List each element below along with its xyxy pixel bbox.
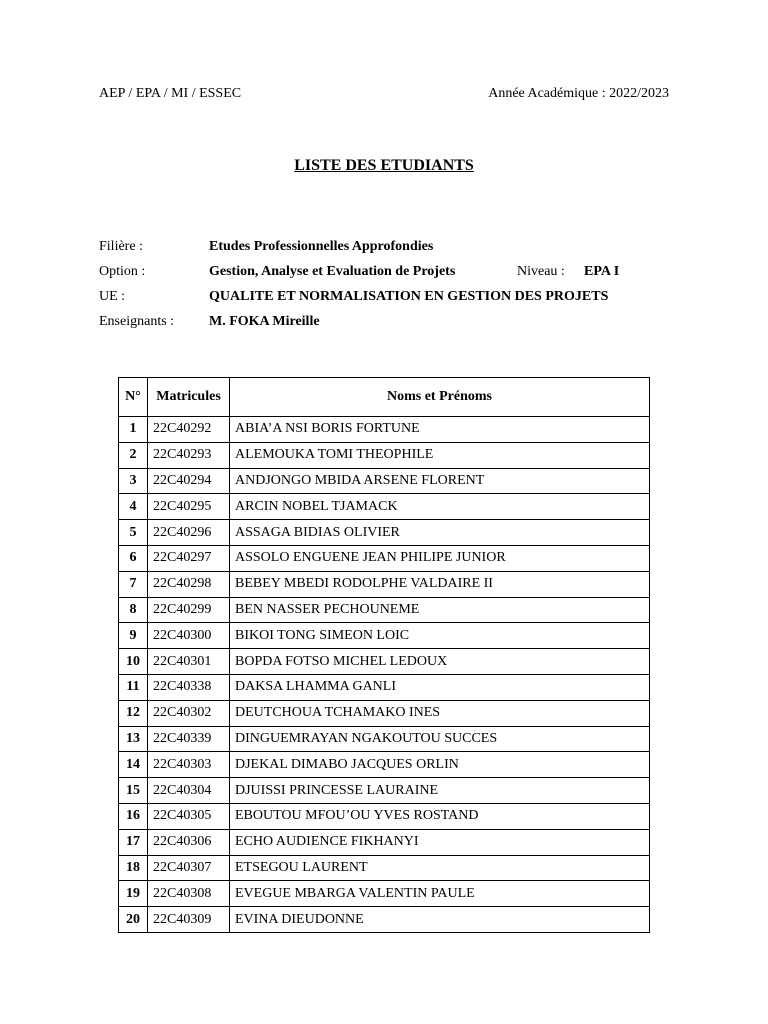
header-number: N° (119, 378, 148, 417)
row-name: ABIA’A NSI BORIS FORTUNE (230, 417, 650, 443)
row-name: BOPDA FOTSO MICHEL LEDOUX (230, 649, 650, 675)
academic-year: Année Académique : 2022/2023 (488, 86, 669, 101)
row-name: BEN NASSER PECHOUNEME (230, 597, 650, 623)
row-number: 12 (119, 700, 148, 726)
filiere-value: Etudes Professionnelles Approfondies (209, 239, 434, 254)
row-matricule: 22C40308 (148, 881, 230, 907)
table-row (119, 726, 650, 752)
table-row (119, 778, 650, 804)
row-number: 11 (119, 674, 148, 700)
ue-label: UE : (99, 289, 126, 304)
row-name: EVEGUE MBARGA VALENTIN PAULE (230, 881, 650, 907)
row-matricule: 22C40294 (148, 468, 230, 494)
page-title: LISTE DES ETUDIANTS (294, 157, 474, 174)
row-name: ETSEGOU LAURENT (230, 855, 650, 881)
students-table (118, 377, 650, 933)
row-matricule: 22C40301 (148, 649, 230, 675)
table-row (119, 494, 650, 520)
row-number: 9 (119, 623, 148, 649)
table-row (119, 752, 650, 778)
row-matricule: 22C40300 (148, 623, 230, 649)
ue-value: QUALITE ET NORMALISATION EN GESTION DES PROJETS (209, 289, 609, 304)
row-matricule: 22C40309 (148, 907, 230, 933)
row-name: ASSOLO ENGUENE JEAN PHILIPE JUNIOR (230, 545, 650, 571)
row-name: ALEMOUKA TOMI THEOPHILE (230, 442, 650, 468)
enseignants-label: Enseignants : (99, 314, 175, 329)
row-name: DEUTCHOUA TCHAMAKO INES (230, 700, 650, 726)
option-label: Option : (99, 264, 146, 279)
row-matricule: 22C40299 (148, 597, 230, 623)
row-number: 2 (119, 442, 148, 468)
table-row (119, 520, 650, 546)
row-matricule: 22C40296 (148, 520, 230, 546)
table-header-row (119, 378, 650, 417)
row-number: 1 (119, 417, 148, 443)
row-matricule: 22C40338 (148, 674, 230, 700)
students-table-body (119, 417, 650, 933)
row-number: 20 (119, 907, 148, 933)
row-number: 14 (119, 752, 148, 778)
table-row (119, 855, 650, 881)
row-name: EVINA DIEUDONNE (230, 907, 650, 933)
row-matricule: 22C40305 (148, 803, 230, 829)
row-name: DINGUEMRAYAN NGAKOUTOU SUCCES (230, 726, 650, 752)
row-number: 6 (119, 545, 148, 571)
row-matricule: 22C40307 (148, 855, 230, 881)
enseignants-value: M. FOKA Mireille (209, 314, 320, 329)
row-number: 16 (119, 803, 148, 829)
table-row (119, 597, 650, 623)
table-row (119, 417, 650, 443)
table-row (119, 674, 650, 700)
table-row (119, 468, 650, 494)
niveau-label: Niveau : (517, 264, 565, 279)
row-name: ECHO AUDIENCE FIKHANYI (230, 829, 650, 855)
niveau-value: EPA I (584, 264, 620, 279)
row-matricule: 22C40304 (148, 778, 230, 804)
table-row (119, 881, 650, 907)
header-matricule: Matricules (148, 378, 230, 417)
row-name: ANDJONGO MBIDA ARSENE FLORENT (230, 468, 650, 494)
table-row (119, 829, 650, 855)
row-number: 10 (119, 649, 148, 675)
option-value: Gestion, Analyse et Evaluation de Projets (209, 264, 456, 279)
row-number: 7 (119, 571, 148, 597)
table-row (119, 545, 650, 571)
row-name: DAKSA LHAMMA GANLI (230, 674, 650, 700)
row-name: DJUISSI PRINCESSE LAURAINE (230, 778, 650, 804)
row-number: 19 (119, 881, 148, 907)
table-row (119, 623, 650, 649)
row-name: BEBEY MBEDI RODOLPHE VALDAIRE II (230, 571, 650, 597)
row-number: 15 (119, 778, 148, 804)
row-number: 8 (119, 597, 148, 623)
row-number: 3 (119, 468, 148, 494)
row-number: 18 (119, 855, 148, 881)
table-row (119, 571, 650, 597)
row-matricule: 22C40306 (148, 829, 230, 855)
institution-header: AEP / EPA / MI / ESSEC (99, 86, 242, 101)
table-row (119, 649, 650, 675)
row-number: 13 (119, 726, 148, 752)
table-row (119, 442, 650, 468)
row-matricule: 22C40303 (148, 752, 230, 778)
row-number: 5 (119, 520, 148, 546)
row-number: 17 (119, 829, 148, 855)
row-number: 4 (119, 494, 148, 520)
row-matricule: 22C40292 (148, 417, 230, 443)
row-matricule: 22C40295 (148, 494, 230, 520)
row-name: BIKOI TONG SIMEON LOIC (230, 623, 650, 649)
row-matricule: 22C40339 (148, 726, 230, 752)
row-name: DJEKAL DIMABO JACQUES ORLIN (230, 752, 650, 778)
header-name: Noms et Prénoms (230, 378, 650, 417)
filiere-label: Filière : (99, 239, 143, 254)
row-name: EBOUTOU MFOU’OU YVES ROSTAND (230, 803, 650, 829)
row-name: ASSAGA BIDIAS OLIVIER (230, 520, 650, 546)
row-matricule: 22C40298 (148, 571, 230, 597)
table-row (119, 700, 650, 726)
row-matricule: 22C40302 (148, 700, 230, 726)
row-matricule: 22C40293 (148, 442, 230, 468)
row-name: ARCIN NOBEL TJAMACK (230, 494, 650, 520)
table-row (119, 907, 650, 933)
table-row (119, 803, 650, 829)
row-matricule: 22C40297 (148, 545, 230, 571)
